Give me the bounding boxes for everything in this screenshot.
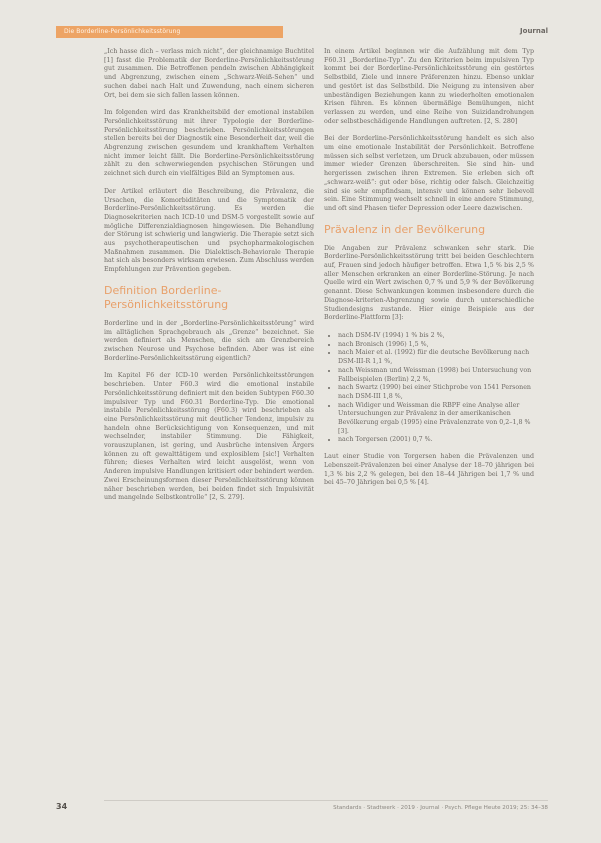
- section-heading: Definition Borderline-Persönlichkeitsstörung: [104, 283, 229, 311]
- paragraph: Die Angaben zur Prävalenz schwanken sehr stark. Die Borderline-Persönlichkeitsstörung tritt bei beiden Geschlechtern auf, Frauen sind jedoch häufiger betroffen. Etwa 1,5 % bis 2,5 % aller Menschen erkranken an einer Borderline-Störung. Je nach Quelle wird ein Wert zwischen 0,7 % und 5,9 % der Bevölkerung genannt. Diese Schwankungen kommen insbesondere durch die Diagnose-kriterien-Abgrenzung sowie durch unterschiedliche Studiendesigns zustande. Hier einige Beispiele aus der Borderline-Plattform [3]:: [324, 244, 534, 322]
- left-column: [104, 48, 314, 512]
- paragraph: Borderline und in der „Borderline-Persönlichkeitsstörung“ wird im alltäglichen Sprachgebrauch als „Grenze“ bezeichnet. Sie werden definiert als Menschen, die sich am Grenzbereich zwischen Neurose und Psychose befinden. Aber was ist eine Borderline-Persönlichkeitsstörung eigentlich?: [104, 319, 314, 362]
- page-footer: [104, 800, 548, 815]
- section-header-band: [56, 26, 283, 38]
- section-header-text: Die Borderline-Persönlichkeitsstörung: [64, 28, 181, 35]
- list-item: • nach Maier et al. (1992) für die deutsche Bevölkerung nach DSM-III-R 1,1 %,: [338, 349, 534, 366]
- journal-logo: Journal: [520, 27, 548, 35]
- paragraph: In einem Artikel beginnen wir die Aufzählung mit dem Typ F60.31 „Borderline-Typ“. Zu den Kriterien beim impulsiven Typ kommt bei der Borderline-Persönlichkeitsstörung ein gestörtes Selbstbild, Ziele und innere Präferenzen hinzu. Ebenso unklar und gestört ist das Selbstbild. Die Neigung zu intensiven aber unbeständigen Beziehungen kann zu wiederholten emotionalen Krisen führen. Es können übermäßige Bemühungen, nicht verlassen zu werden, und eine Reihe von Suizidandrohungen oder selbstbeschädigende Handlungen auftreten. [2, S. 280]: [324, 48, 534, 125]
- list-item: • nach Swartz (1990) bei einer Stichprobe von 1541 Personen nach DSM-III 1,8 %,: [338, 384, 534, 401]
- list-item: • nach DSM-IV (1994) 1 % bis 2 %,: [338, 332, 534, 341]
- right-column: [324, 48, 534, 497]
- list-item: • nach Torgersen (2001) 0,7 %.: [338, 436, 534, 445]
- list-item: • nach Widiger und Weissman die RBPF eine Analyse aller Untersuchungen zur Prävalenz in der amerikanischen Bevölkerung ergab (1995) eine Prävalenzrate von 0,2–1,8 % [3].: [338, 402, 534, 437]
- list-item: • nach Bronisch (1996) 1,5 %,: [338, 341, 534, 350]
- paragraph: Im Kapitel F6 der ICD-10 werden Persönlichkeitsstörungen beschrieben. Unter F60.3 wird die emotional instabile Persönlichkeitsstörung definiert mit den beiden Subtypen F60.30 impulsiver Typ und F60.31 Borderline-Typ. Die emotional instabile Persönlichkeitsstörung (F60.3) wird beschrieben als eine Persönlichkeitsstörung mit deutlicher Tendenz, impulsiv zu handeln ohne Berücksichtigung von Konsequenzen, und mit wechselnder, instabiler Stimmung. Die Fähigkeit, vorauszuplanen, ist gering, und Ausbrüche intensiven Ärgers können zu oft gewalttätigem und explosiblem [sic!] Verhalten führen; dieses Verhalten wird leicht ausgelöst, wenn von Anderen impulsive Handlungen kritisiert oder behindert werden. Zwei Erscheinungsformen dieser Persönlichkeitsstörung können näher beschrieben werden, bei beiden findet sich Impulsivität und mangelnde Selbstkontrolle“ [2, S. 279].: [104, 372, 314, 502]
- prevalence-list: [324, 332, 534, 445]
- section-heading: Prävalenz in der Bevölkerung: [324, 222, 486, 236]
- paragraph: „Ich hasse dich – verlass mich nicht“, der gleichnamige Buchtitel [1] fasst die Problematik der Borderline-Persönlichkeitsstörung gut zusammen. Die Betroffenen pendeln zwischen Abhängigkeit und Abgrenzung, zwischen einem „Schwarz-Weiß-Sehen“ und suchen dabei nach Halt und Zuwendung, nach einem sicheren Ort, bei dem sie sich fallen lassen können.: [104, 48, 314, 99]
- paragraph: Bei der Borderline-Persönlichkeitsstörung handelt es sich also um eine emotionale Instabilität der Persönlichkeit. Betroffene müssen sich selbst verletzen, um Druck abzubauen, oder müssen immer wieder Grenzen überschreiten. Sie sind hin- und hergerissen zwischen ihren Extremen. Sie erleben sich oft „schwarz-weiß“: gut oder böse, richtig oder falsch. Gleichzeitig sind sie sehr empfindsam, intensiv und können sehr liebevoll sein. Eine Stimmung wechselt schnell in eine andere Stimmung, und oft sind Phasen tiefer Depression oder Leere dazwischen.: [324, 135, 534, 212]
- list-item: • nach Weissman und Weissman (1998) bei Untersuchung von Fallbeispielen (Berlin) 2,2 %,: [338, 367, 534, 384]
- paragraph: Laut einer Studie von Torgersen haben die Prävalenzen und Lebenszeit-Prävalenzen bei einer Analyse der 18–70 jährigen bei 1,3 % bis 2,2 % gelegen, bei den 18–44 Jährigen bei 1,7 % und bei 45–70 Jährigen bei 0,5 % [4].: [324, 453, 534, 487]
- page-number: 34: [56, 802, 68, 811]
- paragraph: Der Artikel erläutert die Beschreibung, die Prävalenz, die Ursachen, die Komorbiditäten und die Symptomatik der Borderline-Persönlichkeitsstörung. Es werden die Diagnosekriterien nach ICD-10 und DSM-5 vorgestellt sowie auf mögliche Differenzialdiagnosen hingewiesen. Die Behandlung der Störung ist schwierig und langwierig. Die Therapie setzt sich aus psychotherapeutischen und psychopharmakologischen Maßnahmen zusammen. Die Dialektisch-Behaviorale Therapie hat sich als besonders wirksam erwiesen. Zum Abschluss werden Empfehlungen zur Prävention gegeben.: [104, 187, 314, 274]
- paragraph: Im folgenden wird das Krankheitsbild der emotional instabilen Persönlichkeitsstörung mit ihrer Typologie der Borderline-Persönlichkeitsstörung beschrieben. Persönlichkeitsstörungen stellen bereits bei der Diagnostik eine Besonderheit dar, weil die Abgrenzung zwischen gesundem und krankhaftem Verhalten nicht immer leicht fällt. Die Borderline-Persönlichkeitsstörung zählt zu den schwerwiegenden psychischen Störungen und zeichnet sich durch ein vielfältiges Bild an Symptomen aus.: [104, 109, 314, 178]
- footer-source: Standards · Stadtwerk · 2019 · Journal · Psych. Pflege Heute 2019; 25: 34–38: [333, 805, 548, 811]
